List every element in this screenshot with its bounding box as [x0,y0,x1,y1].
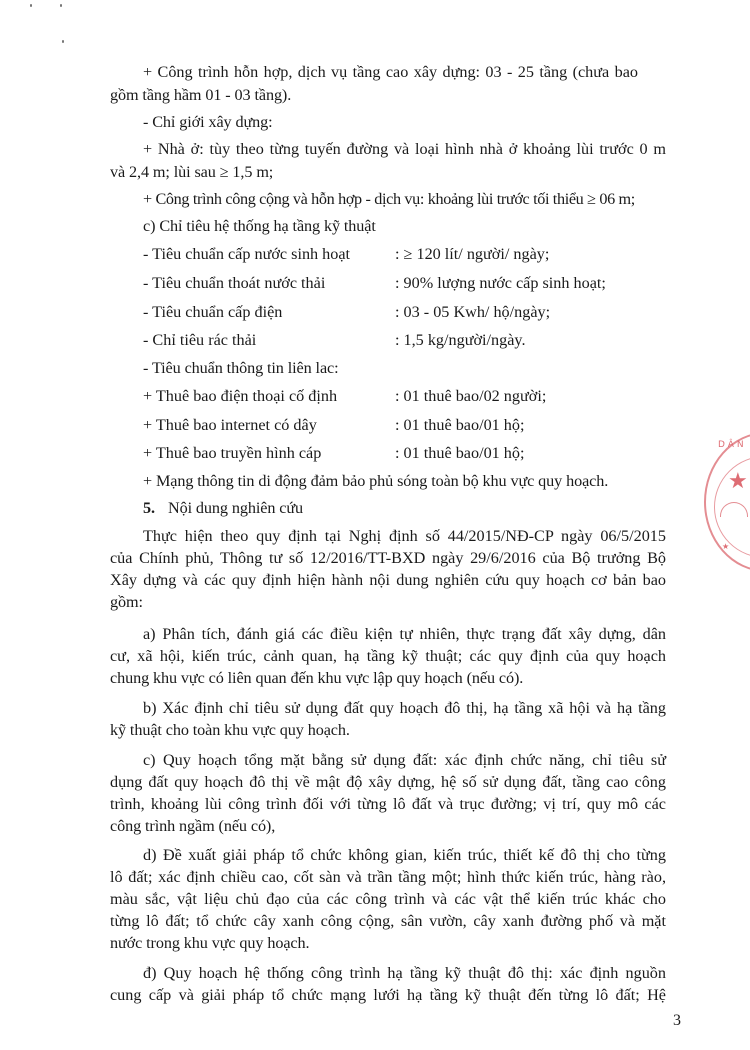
paragraph-line: và 2,4 m; lùi sau ≥ 1,5 m; [110,163,274,181]
scan-speck [60,4,62,7]
paragraph-line: trình, khoảng lùi công trình đối với từng lô đất và trục đường; vị trí, quy mô các [110,795,666,813]
table-row-value: : 1,5 kg/người/ngày. [395,331,526,349]
table-row-value: : 01 thuê bao/01 hộ; [395,444,525,462]
paragraph-line: lô đất; xác định chiều cao, cốt sàn và trần tầng một; hình thức kiến trúc, hàng rào, [110,868,666,886]
paragraph-line: + Công trình công cộng và hỗn hợp - dịch vụ: khoảng lùi trước tối thiểu ≥ 06 m; [143,190,635,208]
paragraph-line: a) Phân tích, đánh giá các điều kiện tự nhiên, thực trạng đất xây dựng, dân [143,625,666,643]
paragraph-line: công trình ngầm (nếu có), [110,817,276,835]
table-row-label: - Tiêu chuẩn thoát nước thải [143,274,326,292]
official-stamp [704,432,750,572]
paragraph-line: b) Xác định chỉ tiêu sử dụng đất quy hoạch đô thị, hạ tầng xã hội và hạ tầng [143,699,666,717]
table-row-label: + Thuê bao điện thoại cố định [143,387,338,405]
paragraph-line: cư, xã hội, kiến trúc, cảnh quan, hạ tầng kỹ thuật; các quy định của quy hoạch [110,647,666,665]
page-number: 3 [673,1012,681,1029]
paragraph-line: Thực hiện theo quy định tại Nghị định số 44/2015/NĐ-CP ngày 06/5/2015 [143,527,666,545]
paragraph-line: + Nhà ở: tùy theo từng tuyến đường và loại hình nhà ở khoảng lùi trước 0 m [143,140,666,158]
paragraph-line: chung khu vực có liên quan đến khu vực lập quy hoạch (nếu có). [110,669,524,687]
table-row-label: - Tiêu chuẩn cấp điện [143,303,283,321]
paragraph-line: gồm: [110,593,143,611]
paragraph-line: c) Quy hoạch tổng mặt bằng sử dụng đất: xác định chức năng, chỉ tiêu sử [143,751,666,769]
table-row-label: + Thuê bao truyền hình cáp [143,444,322,462]
paragraph-line: đ) Quy hoạch hệ thống công trình hạ tầng kỹ thuật đô thị: xác định nguồn [143,964,666,982]
table-row-label: - Chỉ tiêu rác thải [143,331,257,349]
paragraph-line: kỹ thuật cho toàn khu vực quy hoạch. [110,721,350,739]
table-row-label: - Tiêu chuẩn cấp nước sinh hoạt [143,245,351,263]
paragraph-line: d) Đề xuất giải pháp tổ chức không gian, kiến trúc, thiết kế đô thị cho từng [143,846,666,864]
table-row-value: : 03 - 05 Kwh/ hộ/ngày; [395,303,551,321]
table-row-value: : ≥ 120 lít/ người/ ngày; [395,245,550,263]
section-number: 5. [143,499,155,517]
paragraph-line: từng lô đất; tổ chức cây xanh công cộng, sân vườn, cây xanh đường phố và mặt [110,912,666,930]
paragraph-line: của Chính phủ, Thông tư số 12/2016/TT-BXD ngày 29/6/2016 của Bộ trưởng Bộ [110,549,666,567]
paragraph-line: dụng đất quy hoạch đô thị về mật độ xây dựng, hệ số sử dụng đất, tầng cao công [110,773,666,791]
scan-speck [30,4,32,7]
table-row-label: + Thuê bao internet có dây [143,416,317,434]
paragraph-line: nước trong khu vực quy hoạch. [110,934,310,952]
stamp-text: DÂN [718,440,747,450]
scan-speck [62,40,64,43]
star-icon: ★ [728,468,748,493]
small-star-icon: ★ [722,542,730,551]
paragraph-line: Xây dựng và các quy định hiện hành nội dung nghiên cứu quy hoạch cơ bản bao [110,571,666,589]
paragraph-line: gồm tầng hầm 01 - 03 tầng). [110,86,292,104]
paragraph-line: + Công trình hỗn hợp, dịch vụ tầng cao xây dựng: 03 - 25 tầng (chưa bao [143,63,638,81]
table-row-value: : 90% lượng nước cấp sinh hoạt; [395,274,606,292]
paragraph-line: - Chỉ giới xây dựng: [143,113,273,131]
section-heading-c: c) Chỉ tiêu hệ thống hạ tầng kỹ thuật [143,217,376,235]
mobile-network-line: + Mạng thông tin di động đảm bảo phủ sóng toàn bộ khu vực quy hoạch. [143,472,609,490]
table-row-value: : 01 thuê bao/01 hộ; [395,416,525,434]
table-row-value: : 01 thuê bao/02 người; [395,387,547,405]
paragraph-line: màu sắc, vật liệu chủ đạo của các công trình và các vật thể kiến trúc khác cho [110,890,666,908]
section-title: Nội dung nghiên cứu [168,499,304,517]
communications-heading: - Tiêu chuẩn thông tin liên lac: [143,359,339,377]
paragraph-line: cung cấp và giải pháp tổ chức mạng lưới hạ tầng kỹ thuật đến từng lô đất; Hệ [110,986,666,1004]
